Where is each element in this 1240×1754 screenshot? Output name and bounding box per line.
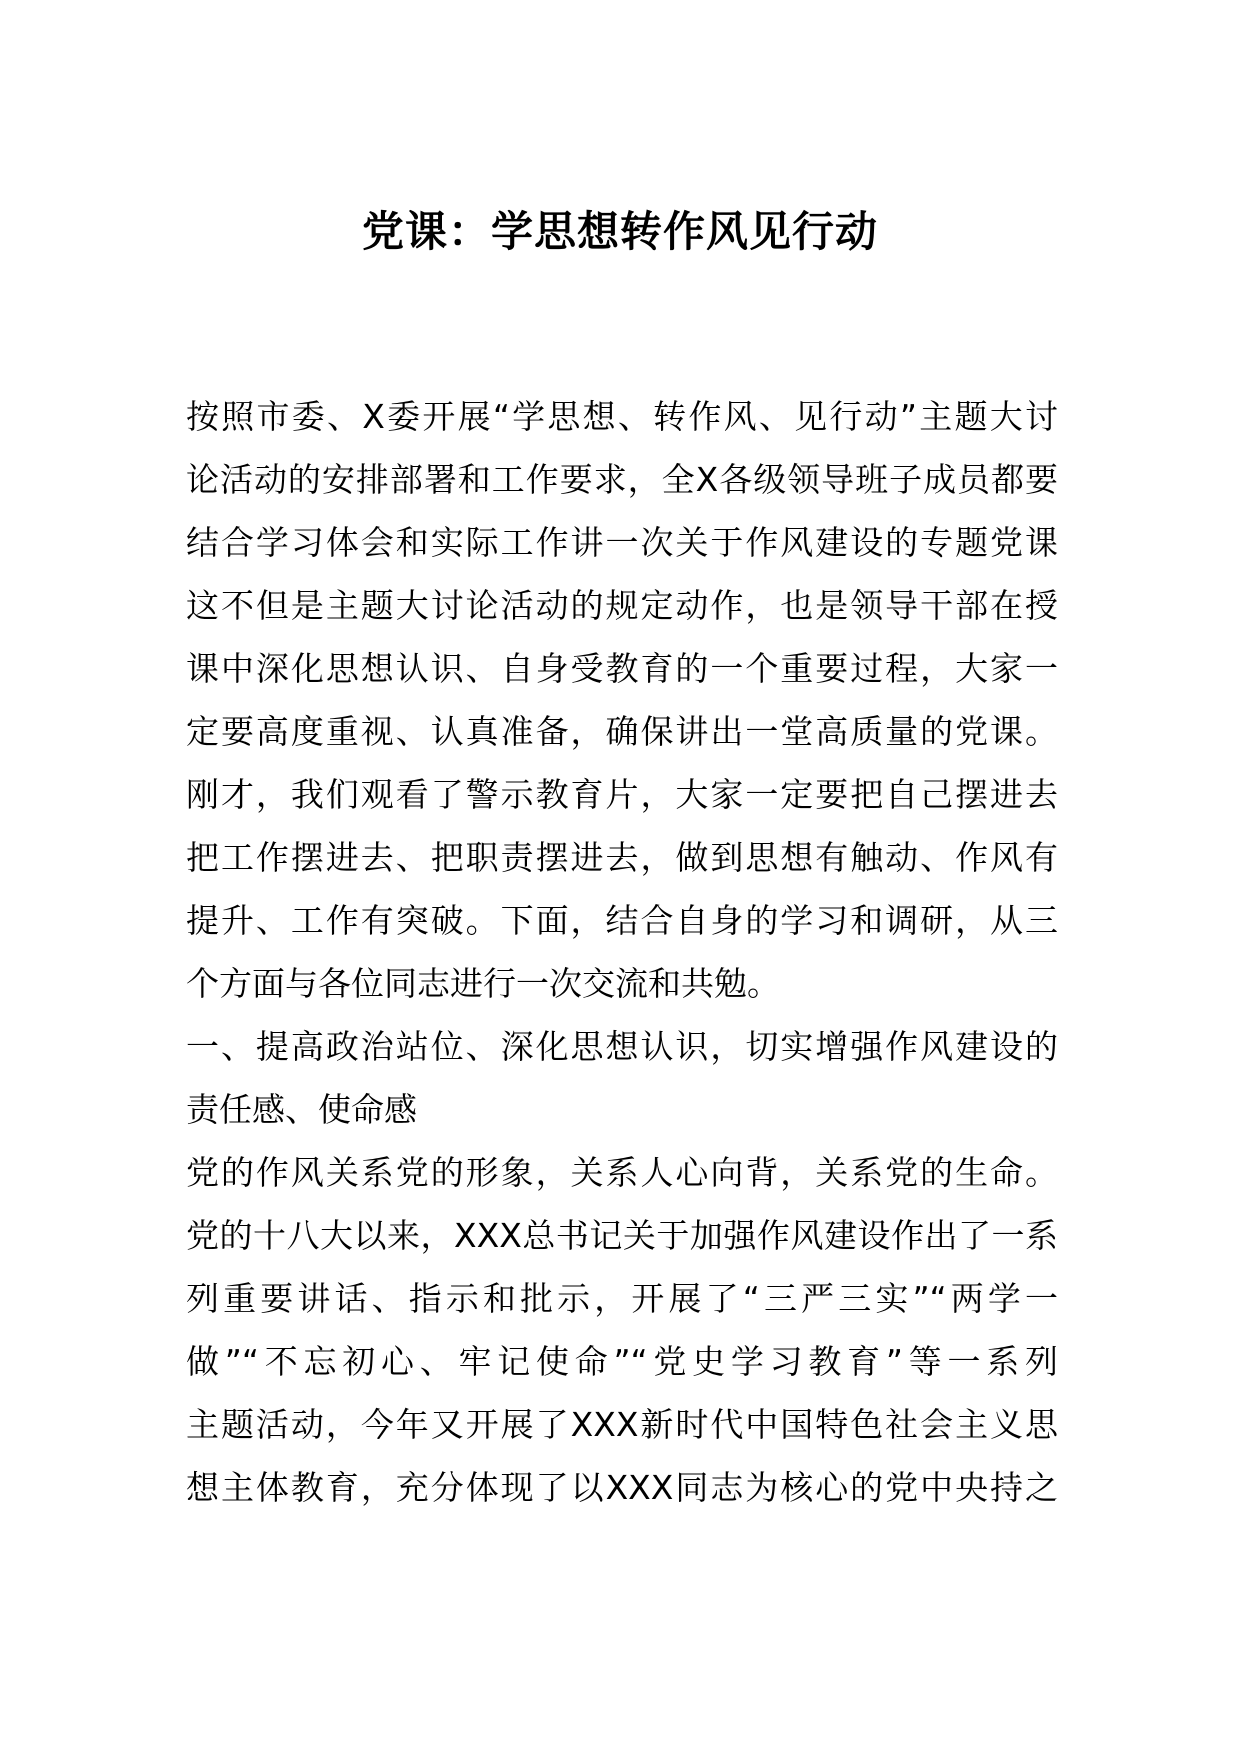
body-line: 个方面与各位同志进行一次交流和共勉。 <box>186 964 780 1003</box>
section-heading-line: 责任感、使命感 <box>186 1090 417 1129</box>
body-line: 定要高度重视、认真准备，确保讲出一堂高质量的党课。 <box>186 712 1058 751</box>
body-line: 结合学习体会和实际工作讲一次关于作风建设的专题党课 <box>186 523 1058 562</box>
document-title: 党课：学思想转作风见行动 <box>361 207 878 256</box>
body-line: 党的十八大以来，XXX总书记关于加强作风建设作出了一系 <box>186 1216 1058 1255</box>
body-line: 提升、工作有突破。下面，结合自身的学习和调研，从三 <box>186 901 1058 940</box>
body-line: 列重要讲话、指示和批示，开展了“三严三实”“两学一 <box>186 1279 1058 1318</box>
body-line: 把工作摆进去、把职责摆进去，做到思想有触动、作风有 <box>186 838 1058 877</box>
section-heading-line: 一、提高政治站位、深化思想认识，切实增强作风建设的 <box>186 1027 1058 1066</box>
body-line: 刚才，我们观看了警示教育片，大家一定要把自己摆进去 <box>186 775 1058 814</box>
body-line: 想主体教育，充分体现了以XXX同志为核心的党中央持之 <box>186 1468 1058 1507</box>
body-line: 课中深化思想认识、自身受教育的一个重要过程，大家一 <box>186 649 1058 688</box>
body-line: 党的作风关系党的形象，关系人心向背，关系党的生命。 <box>186 1153 1058 1192</box>
body-line: 这不但是主题大讨论活动的规定动作，也是领导干部在授 <box>186 586 1058 625</box>
body-line: 主题活动，今年又开展了XXX新时代中国特色社会主义思 <box>186 1405 1058 1444</box>
body-line: 按照市委、X委开展“学思想、转作风、见行动”主题大讨 <box>186 397 1058 436</box>
document-body <box>186 385 1058 1519</box>
body-line: 论活动的安排部署和工作要求，全X各级领导班子成员都要 <box>186 460 1058 499</box>
body-line: 做”“不忘初心、牢记使命”“党史学习教育”等一系列 <box>186 1342 1058 1381</box>
